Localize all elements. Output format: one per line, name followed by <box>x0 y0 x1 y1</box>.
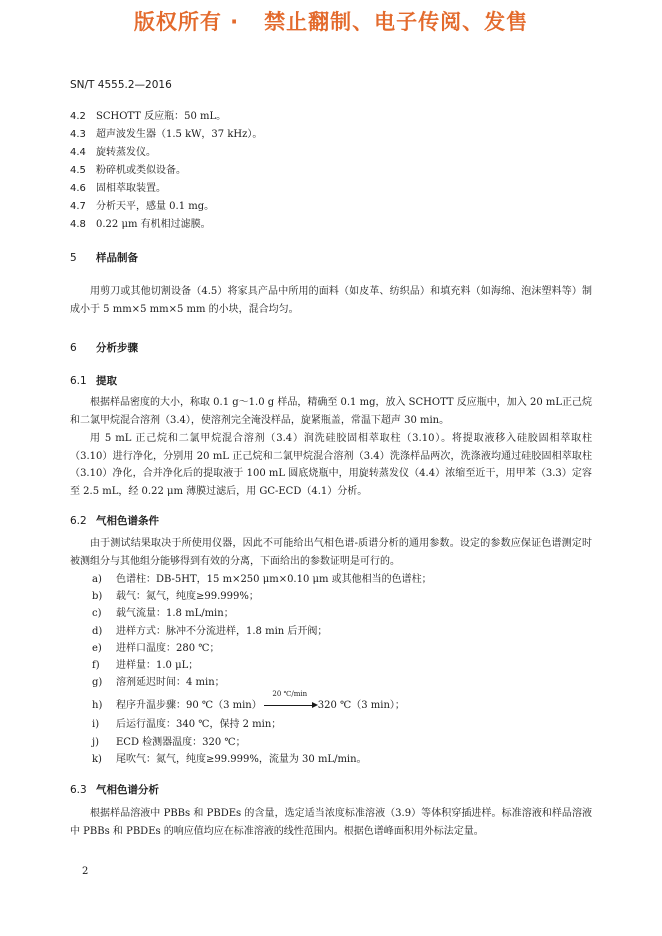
item-text: 色谱柱：DB-5HT，15 m×250 μm×0.10 μm 或其他相当的色谱柱； <box>116 574 432 585</box>
section-6-title: 分析步骤 <box>96 342 138 354</box>
item-letter: g) <box>92 677 103 689</box>
item-text: 进样方式：脉冲不分流进样，1.8 min 后开阀； <box>116 625 328 637</box>
item-letter: h) <box>92 700 103 711</box>
equipment-text: 固相萃取装置。 <box>96 183 166 194</box>
gc-condition-h <box>92 690 405 718</box>
equipment-text: 0.22 μm 有机相过滤膜。 <box>96 219 211 230</box>
section-6-number: 6 <box>70 342 77 354</box>
arrow-head-icon <box>312 702 318 708</box>
section-6-3-paragraph: 根据样品溶液中 PBBs 和 PBDEs 的含量，选定适当浓度标准溶液（3.9）等体积穿插进样。标准溶液和样品溶液中 PBBs 和 PBDEs 的响应值均应在标准溶液的线性范围内。根据色谱峰面积用外标法定量。 <box>70 808 592 837</box>
gc-condition-item <box>92 625 327 639</box>
item-text: 尾吹气：氮气，纯度≥99.999%，流量为 30 mL/min。 <box>116 754 367 765</box>
equipment-text: 分析天平，感量 0.1 mg。 <box>96 201 215 212</box>
equipment-number: 4.7 <box>70 201 86 212</box>
section-5-title: 样品制备 <box>96 252 138 264</box>
equipment-number: 4.3 <box>70 129 86 140</box>
equipment-item <box>70 110 226 124</box>
equipment-item <box>70 218 211 232</box>
item-text: 进样量：1.0 μL； <box>116 660 199 671</box>
section-6-heading <box>70 340 138 355</box>
item-letter: d) <box>92 625 103 637</box>
standard-number: SN/T 4555.2—2016 <box>70 79 172 91</box>
item-letter: k) <box>92 754 102 765</box>
equipment-item <box>70 164 186 178</box>
item-text: 溶剂延迟时间：4 min； <box>116 677 225 689</box>
section-6-1-paragraph-1: 根据样品密度的大小，称取 0.1 g～1.0 g 样品，精确至 0.1 mg，放入 SCHOTT 反应瓶中，加入 20 mL正己烷和二氯甲烷混合溶剂（3.4），使溶剂完全淹没样品，旋紧瓶盖，常温下超声 30 min。 <box>70 397 592 426</box>
section-6-3-title: 气相色谱分析 <box>96 784 159 796</box>
section-5-paragraph: 用剪刀或其他切割设备（4.5）将家具产品中所用的面料（如皮革、纺织品）和填充料（如海绵、泡沫塑料等）制成小于 5 mm×5 mm×5 mm 的小块，混合均匀。 <box>70 286 592 315</box>
gc-condition-item <box>92 753 367 767</box>
rate-label: 20 ℃/min <box>272 690 308 698</box>
section-6-2-number: 6.2 <box>70 515 87 527</box>
section-6-1-number: 6.1 <box>70 375 87 387</box>
equipment-number: 4.5 <box>70 165 86 176</box>
item-text: 进样口温度：280 ℃； <box>116 642 220 654</box>
section-6-2-heading <box>70 513 159 528</box>
section-6-1-heading <box>70 373 117 388</box>
page-number: 2 <box>82 866 89 877</box>
gc-condition-item <box>92 642 219 656</box>
equipment-item <box>70 146 156 160</box>
gc-condition-item <box>92 676 225 690</box>
equipment-text: 粉碎机或类似设备。 <box>96 165 186 176</box>
equipment-number: 4.6 <box>70 183 86 194</box>
gc-condition-item <box>92 718 281 732</box>
section-6-2-paragraph: 由于测试结果取决于所使用仪器，因此不可能给出气相色谱-质谱分析的通用参数。设定的参数应保证色谱测定时被测组分与其他组分能够得到有效的分离，下面给出的参数证明是可行的。 <box>70 538 592 567</box>
item-text: 后运行温度：340 ℃，保持 2 min； <box>116 719 282 730</box>
equipment-item <box>70 128 262 142</box>
equipment-number: 4.2 <box>70 111 86 122</box>
item-letter: i) <box>92 719 100 730</box>
equipment-text: 超声波发生器（1.5 kW，37 kHz）。 <box>96 129 263 140</box>
section-5-number: 5 <box>70 252 77 264</box>
arrow-line <box>264 705 314 706</box>
equipment-text: SCHOTT 反应瓶：50 mL。 <box>96 111 227 122</box>
item-text: 载气流量：1.8 mL/min； <box>116 608 234 620</box>
gc-condition-item <box>92 659 198 673</box>
equipment-item <box>70 200 214 214</box>
equipment-number: 4.8 <box>70 219 86 230</box>
copyright-banner: 版权所有 · 禁止翻制、电子传阅、发售 <box>133 10 529 34</box>
section-6-3-heading <box>70 782 159 797</box>
program-text-before: 程序升温步骤：90 ℃（3 min） <box>116 700 262 711</box>
rate-arrow <box>262 690 318 710</box>
item-text: ECD 检测器温度：320 ℃； <box>116 736 246 748</box>
item-letter: c) <box>92 608 102 620</box>
gc-condition-item <box>92 590 259 604</box>
section-6-2-title: 气相色谱条件 <box>96 515 159 527</box>
item-text: 载气：氮气，纯度≥99.999%； <box>116 591 259 603</box>
item-letter: f) <box>92 660 100 671</box>
gc-condition-item <box>92 736 246 750</box>
section-6-3-number: 6.3 <box>70 784 87 796</box>
item-letter: b) <box>92 591 103 603</box>
equipment-number: 4.4 <box>70 147 86 158</box>
item-letter: j) <box>92 736 100 748</box>
section-6-1-paragraph-2: 用 5 mL 正己烷和二氯甲烷混合溶剂（3.4）润洗硅胶固相萃取柱（3.10）。将提取液移入硅胶固相萃取柱（3.10）进行净化，分别用 20 mL 正己烷和二氯甲烷混合溶剂（3.4）洗涤样品两次，洗涤液均通过硅胶固相萃取柱（3.10）净化，合并净化后的提取液于 100 mL 圆底烧瓶中，用旋转蒸发仪（4.4）浓缩至近干，用甲苯（3.3）定容至 2.5 mL，经 0.22 μm 薄膜过滤后，用 GC-ECD（4.1）分析。 <box>70 433 592 497</box>
gc-condition-item <box>92 573 432 587</box>
section-5-heading <box>70 250 138 265</box>
gc-condition-item <box>92 607 234 621</box>
item-letter: e) <box>92 642 102 654</box>
equipment-text: 旋转蒸发仪。 <box>96 147 156 158</box>
program-text-after: 320 ℃（3 min）； <box>317 700 405 711</box>
section-6-1-title: 提取 <box>96 375 117 387</box>
equipment-item <box>70 182 166 196</box>
item-letter: a) <box>92 574 102 585</box>
